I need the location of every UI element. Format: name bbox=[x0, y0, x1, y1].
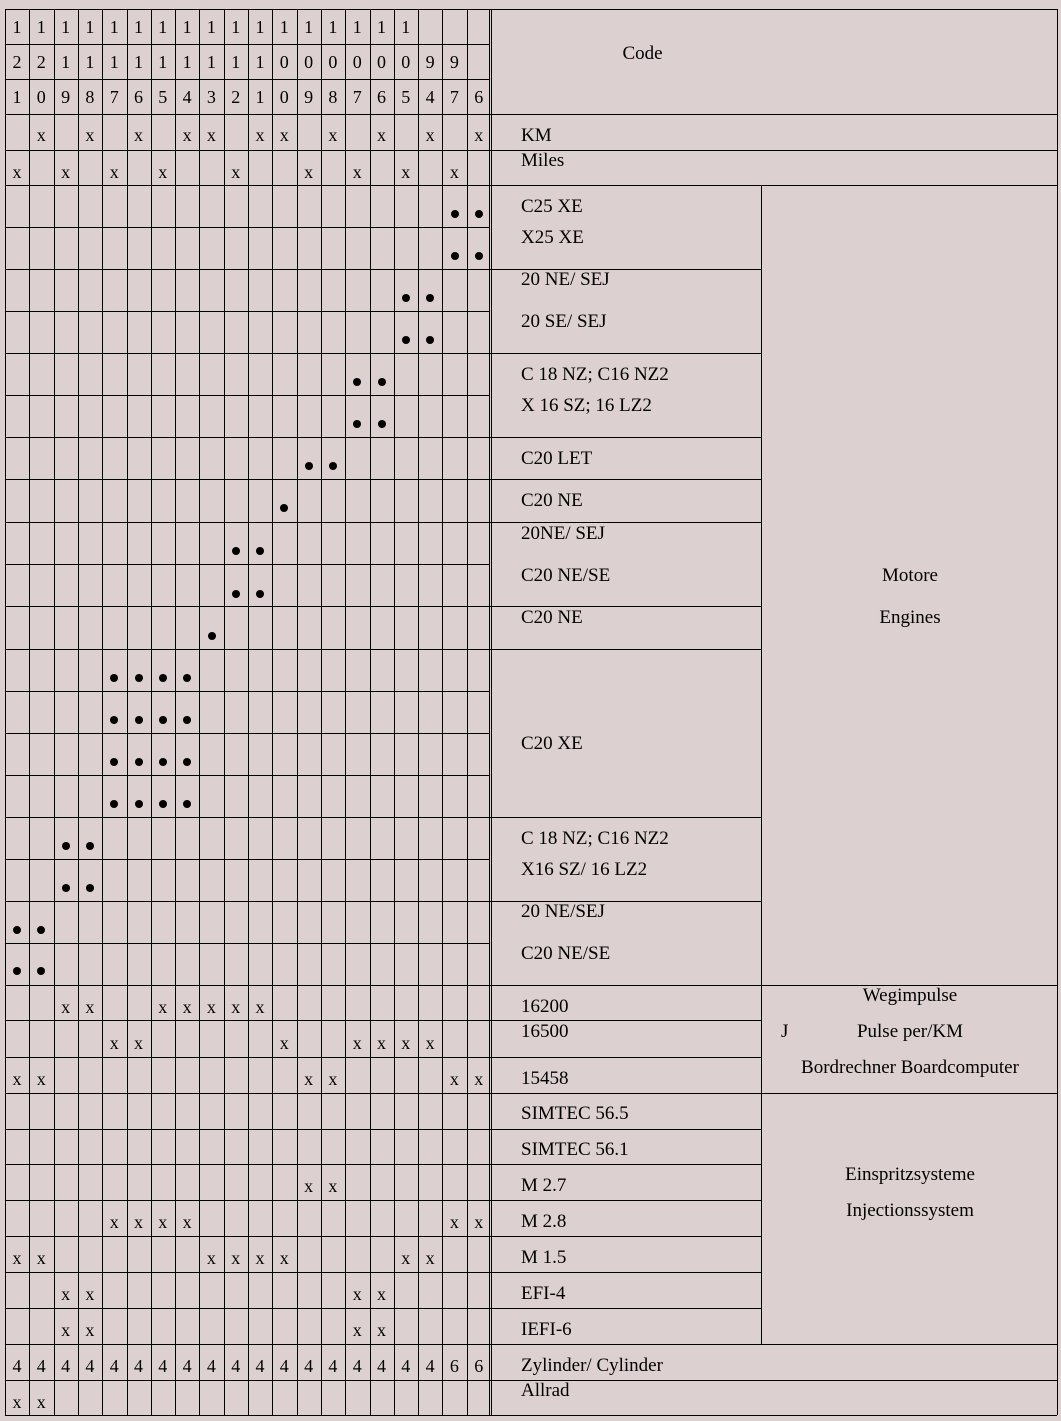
engine-dot bbox=[378, 378, 386, 386]
code-digit: 1 bbox=[328, 17, 338, 37]
row-divider bbox=[5, 1129, 761, 1130]
row-divider bbox=[5, 1308, 761, 1309]
row-label: C20 NE bbox=[521, 607, 583, 628]
x-mark: x bbox=[425, 125, 435, 145]
code-digit: 9 bbox=[449, 52, 459, 72]
cylinder-count: 4 bbox=[304, 1356, 314, 1376]
code-digit: 1 bbox=[158, 52, 168, 72]
x-mark: x bbox=[449, 1212, 459, 1232]
group-label-pulse-de: Wegimpulse bbox=[862, 985, 958, 1006]
row-label: SIMTEC 56.5 bbox=[521, 1103, 629, 1124]
code-digit: 4 bbox=[425, 87, 435, 107]
engine-dot bbox=[183, 758, 191, 766]
column-divider bbox=[199, 9, 200, 1415]
engine-dot bbox=[135, 674, 143, 682]
x-mark: x bbox=[231, 162, 241, 182]
x-mark: x bbox=[304, 1176, 314, 1196]
code-digit: 1 bbox=[85, 17, 95, 37]
row-divider bbox=[5, 437, 761, 438]
x-mark: x bbox=[401, 162, 411, 182]
column-divider bbox=[467, 9, 468, 1415]
cylinder-count: 4 bbox=[182, 1356, 192, 1376]
engine-dot bbox=[183, 716, 191, 724]
x-mark: x bbox=[328, 125, 338, 145]
engine-dot bbox=[110, 716, 118, 724]
engine-dot bbox=[329, 462, 337, 470]
code-digit: 1 bbox=[206, 52, 216, 72]
code-digit: 0 bbox=[279, 87, 289, 107]
code-digit: 7 bbox=[109, 87, 119, 107]
x-mark: x bbox=[206, 1248, 216, 1268]
code-digit: 1 bbox=[401, 17, 411, 37]
code-digit: 4 bbox=[182, 87, 192, 107]
row-divider bbox=[5, 1093, 1057, 1094]
code-digit: 0 bbox=[401, 52, 411, 72]
column-divider bbox=[78, 9, 79, 1415]
cylinder-count: 4 bbox=[401, 1356, 411, 1376]
row-label: 20 SE/ SEJ bbox=[521, 311, 607, 332]
x-mark: x bbox=[12, 1392, 22, 1412]
engine-dot bbox=[159, 716, 167, 724]
x-mark: x bbox=[12, 1069, 22, 1089]
column-divider bbox=[272, 9, 273, 1415]
engine-dot bbox=[159, 758, 167, 766]
row-label: M 2.8 bbox=[521, 1211, 567, 1232]
x-mark: x bbox=[255, 1248, 265, 1268]
engine-dot bbox=[232, 590, 240, 598]
x-mark: x bbox=[36, 1248, 46, 1268]
x-mark: x bbox=[158, 162, 168, 182]
row-label: Miles bbox=[521, 150, 565, 171]
column-divider bbox=[489, 9, 490, 1415]
code-digit: 1 bbox=[134, 17, 143, 37]
x-mark: x bbox=[231, 1248, 241, 1268]
x-mark: x bbox=[279, 1033, 289, 1053]
engine-dot bbox=[426, 336, 434, 344]
code-digit: 9 bbox=[425, 52, 435, 72]
cylinder-count: 4 bbox=[61, 1356, 71, 1376]
code-digit: 8 bbox=[85, 87, 95, 107]
code-digit: 9 bbox=[304, 87, 314, 107]
group-label-j: J bbox=[781, 1021, 789, 1042]
row-divider bbox=[5, 1415, 1057, 1416]
x-mark: x bbox=[206, 125, 216, 145]
row-divider bbox=[5, 817, 761, 818]
x-mark: x bbox=[85, 997, 95, 1017]
row-divider bbox=[5, 606, 761, 607]
cylinder-count: 4 bbox=[134, 1356, 143, 1376]
cylinder-count: 4 bbox=[206, 1356, 216, 1376]
x-mark: x bbox=[255, 125, 265, 145]
row-divider bbox=[5, 114, 1057, 115]
x-mark: x bbox=[206, 997, 216, 1017]
row-label: X25 XE bbox=[521, 227, 584, 248]
code-digit: 1 bbox=[279, 17, 289, 37]
code-digit: 1 bbox=[231, 17, 241, 37]
code-digit: 0 bbox=[352, 52, 362, 72]
code-digit: 7 bbox=[352, 87, 362, 107]
x-mark: x bbox=[474, 1069, 484, 1089]
code-title: Code bbox=[622, 43, 663, 64]
x-mark: x bbox=[474, 1212, 484, 1232]
x-mark: x bbox=[85, 1284, 95, 1304]
column-divider bbox=[442, 9, 443, 1415]
code-digit: 1 bbox=[182, 52, 192, 72]
column-divider bbox=[491, 9, 492, 1415]
engine-dot bbox=[135, 800, 143, 808]
row-divider bbox=[5, 269, 761, 270]
x-mark: x bbox=[401, 1248, 411, 1268]
code-digit: 0 bbox=[328, 52, 338, 72]
x-mark: x bbox=[134, 1212, 143, 1232]
x-mark: x bbox=[61, 997, 71, 1017]
code-digit: 0 bbox=[279, 52, 289, 72]
engine-dot bbox=[426, 294, 434, 302]
engine-dot bbox=[183, 800, 191, 808]
x-mark: x bbox=[109, 1033, 119, 1053]
code-digit: 0 bbox=[304, 52, 314, 72]
engine-dot bbox=[353, 420, 361, 428]
code-digit: 1 bbox=[255, 87, 265, 107]
row-label: 16500 bbox=[521, 1021, 569, 1042]
column-divider bbox=[248, 9, 249, 1415]
engine-dot bbox=[402, 294, 410, 302]
x-mark: x bbox=[109, 162, 119, 182]
x-mark: x bbox=[352, 1320, 362, 1340]
column-divider bbox=[297, 9, 298, 1415]
row-label: C20 NE bbox=[521, 490, 583, 511]
x-mark: x bbox=[231, 997, 241, 1017]
x-mark: x bbox=[12, 162, 22, 182]
x-mark: x bbox=[85, 125, 95, 145]
code-digit: 3 bbox=[206, 87, 216, 107]
x-mark: x bbox=[36, 125, 46, 145]
code-digit: 1 bbox=[231, 52, 241, 72]
column-divider bbox=[345, 9, 346, 1415]
row-divider bbox=[5, 9, 1057, 10]
code-digit: 0 bbox=[36, 87, 46, 107]
x-mark: x bbox=[449, 162, 459, 182]
x-mark: x bbox=[304, 1069, 314, 1089]
x-mark: x bbox=[474, 125, 484, 145]
engine-dot bbox=[256, 547, 264, 555]
x-mark: x bbox=[328, 1176, 338, 1196]
row-label: KM bbox=[521, 125, 552, 146]
cylinder-count: 4 bbox=[328, 1356, 338, 1376]
row-label: Zylinder/ Cylinder bbox=[521, 1355, 663, 1376]
row-divider bbox=[5, 185, 1057, 186]
cylinder-count: 4 bbox=[255, 1356, 265, 1376]
cylinder-count: 4 bbox=[109, 1356, 119, 1376]
engine-dot bbox=[110, 674, 118, 682]
row-label: X16 SZ/ 16 LZ2 bbox=[521, 859, 648, 880]
column-divider bbox=[370, 9, 371, 1415]
code-digit: 1 bbox=[12, 87, 22, 107]
cylinder-count: 4 bbox=[279, 1356, 289, 1376]
row-label: C 18 NZ; C16 NZ2 bbox=[521, 364, 669, 385]
x-mark: x bbox=[377, 125, 386, 145]
code-digit: 2 bbox=[12, 52, 22, 72]
column-divider bbox=[321, 9, 322, 1415]
code-digit: 1 bbox=[182, 17, 192, 37]
row-divider bbox=[5, 1236, 761, 1237]
engine-dot bbox=[475, 210, 483, 218]
row-label: C25 XE bbox=[521, 196, 583, 217]
engine-dot bbox=[86, 842, 94, 850]
cylinder-count: 4 bbox=[231, 1356, 241, 1376]
x-mark: x bbox=[328, 1069, 338, 1089]
cylinder-count: 4 bbox=[36, 1356, 46, 1376]
x-mark: x bbox=[255, 997, 265, 1017]
engine-dot bbox=[62, 884, 70, 892]
engine-dot bbox=[159, 800, 167, 808]
x-mark: x bbox=[158, 997, 168, 1017]
engine-dot bbox=[86, 884, 94, 892]
code-digit: 1 bbox=[377, 17, 386, 37]
x-mark: x bbox=[352, 162, 362, 182]
x-mark: x bbox=[134, 1033, 143, 1053]
x-mark: x bbox=[377, 1033, 386, 1053]
row-label: C20 NE/SE bbox=[521, 943, 611, 964]
code-digit: 5 bbox=[158, 87, 168, 107]
x-mark: x bbox=[182, 1212, 192, 1232]
column-divider bbox=[418, 9, 419, 1415]
x-mark: x bbox=[449, 1069, 459, 1089]
row-label: 20NE/ SEJ bbox=[521, 523, 605, 544]
row-label: EFI-4 bbox=[521, 1283, 566, 1304]
code-digit: 0 bbox=[377, 52, 386, 72]
group-label-pulse-en: Pulse per/KM bbox=[856, 1021, 964, 1042]
engine-dot bbox=[37, 967, 45, 975]
engine-dot bbox=[402, 336, 410, 344]
row-divider bbox=[5, 1272, 761, 1273]
row-divider bbox=[5, 1344, 1057, 1345]
group-label-boardcomputer: Bordrechner Boardcomputer bbox=[801, 1057, 1019, 1078]
cylinder-count: 4 bbox=[85, 1356, 95, 1376]
row-label: Allrad bbox=[521, 1380, 570, 1401]
row-label: M 1.5 bbox=[521, 1247, 567, 1268]
group-label-injection-en: Injectionssystem bbox=[846, 1200, 974, 1221]
x-mark: x bbox=[61, 1320, 71, 1340]
code-digit: 1 bbox=[85, 52, 95, 72]
row-label: X 16 SZ; 16 LZ2 bbox=[521, 395, 652, 416]
x-mark: x bbox=[279, 125, 289, 145]
code-digit: 1 bbox=[352, 17, 362, 37]
code-digit: 1 bbox=[304, 17, 314, 37]
row-divider bbox=[5, 1020, 761, 1021]
engine-dot bbox=[110, 800, 118, 808]
row-label: C20 XE bbox=[521, 733, 583, 754]
code-digit: 1 bbox=[255, 52, 265, 72]
engine-dot bbox=[183, 674, 191, 682]
column-divider bbox=[29, 9, 30, 1415]
group-label-injection-de: Einspritzsysteme bbox=[845, 1164, 975, 1185]
cylinder-count: 4 bbox=[425, 1356, 435, 1376]
column-divider bbox=[127, 9, 128, 1415]
x-mark: x bbox=[158, 1212, 168, 1232]
column-divider bbox=[175, 9, 176, 1415]
engine-dot bbox=[378, 420, 386, 428]
code-digit: 1 bbox=[206, 17, 216, 37]
row-label: C 18 NZ; C16 NZ2 bbox=[521, 828, 669, 849]
x-mark: x bbox=[12, 1248, 22, 1268]
code-digit: 8 bbox=[328, 87, 338, 107]
engine-dot bbox=[451, 210, 459, 218]
x-mark: x bbox=[182, 125, 192, 145]
engine-dot bbox=[13, 926, 21, 934]
code-digit: 5 bbox=[401, 87, 411, 107]
row-label: C20 LET bbox=[521, 448, 593, 469]
row-label: 16200 bbox=[521, 996, 569, 1017]
code-digit: 1 bbox=[61, 17, 71, 37]
column-divider bbox=[394, 9, 395, 1415]
code-digit: 7 bbox=[449, 87, 459, 107]
engine-dot bbox=[232, 547, 240, 555]
x-mark: x bbox=[352, 1033, 362, 1053]
cylinder-count: 4 bbox=[12, 1356, 22, 1376]
x-mark: x bbox=[279, 1248, 289, 1268]
code-digit: 1 bbox=[109, 17, 119, 37]
row-label: M 2.7 bbox=[521, 1175, 567, 1196]
row-label: 20 NE/SEJ bbox=[521, 901, 605, 922]
x-mark: x bbox=[425, 1248, 435, 1268]
row-divider bbox=[5, 522, 761, 523]
code-digit: 9 bbox=[61, 87, 71, 107]
row-label: 15458 bbox=[521, 1068, 569, 1089]
column-divider bbox=[151, 9, 152, 1415]
x-mark: x bbox=[377, 1320, 386, 1340]
row-divider bbox=[5, 1057, 761, 1058]
code-digit: 2 bbox=[231, 87, 241, 107]
row-divider bbox=[5, 1164, 761, 1165]
row-label: C20 NE/SE bbox=[521, 565, 611, 586]
code-digit: 2 bbox=[36, 52, 46, 72]
cylinder-count: 4 bbox=[158, 1356, 168, 1376]
row-divider bbox=[5, 901, 761, 902]
engine-dot bbox=[62, 842, 70, 850]
row-label: SIMTEC 56.1 bbox=[521, 1139, 629, 1160]
engine-dot bbox=[475, 252, 483, 260]
cylinder-count: 4 bbox=[377, 1356, 386, 1376]
row-divider bbox=[5, 479, 761, 480]
x-mark: x bbox=[401, 1033, 411, 1053]
engine-dot bbox=[37, 926, 45, 934]
row-divider bbox=[5, 649, 761, 650]
x-mark: x bbox=[134, 125, 143, 145]
engine-dot bbox=[208, 632, 216, 640]
group-label-engines-de: Motore bbox=[882, 565, 938, 586]
cylinder-count: 6 bbox=[474, 1356, 484, 1376]
code-digit: 1 bbox=[134, 52, 143, 72]
row-label: IEFI-6 bbox=[521, 1319, 572, 1340]
cylinder-count: 4 bbox=[352, 1356, 362, 1376]
code-digit: 6 bbox=[377, 87, 386, 107]
column-divider bbox=[54, 9, 55, 1415]
engine-dot bbox=[135, 758, 143, 766]
x-mark: x bbox=[36, 1069, 46, 1089]
engine-dot bbox=[353, 378, 361, 386]
engine-dot bbox=[305, 462, 313, 470]
x-mark: x bbox=[61, 1284, 71, 1304]
x-mark: x bbox=[425, 1033, 435, 1053]
code-digit: 1 bbox=[109, 52, 119, 72]
group-label-engines-en: Engines bbox=[879, 607, 941, 628]
column-divider bbox=[5, 9, 6, 1415]
engine-dot bbox=[110, 758, 118, 766]
column-divider bbox=[102, 9, 103, 1415]
engine-dot bbox=[159, 674, 167, 682]
x-mark: x bbox=[352, 1284, 362, 1304]
code-digit: 6 bbox=[474, 87, 484, 107]
code-table bbox=[5, 9, 1057, 1415]
x-mark: x bbox=[85, 1320, 95, 1340]
x-mark: x bbox=[109, 1212, 119, 1232]
code-digit: 1 bbox=[61, 52, 71, 72]
engine-dot bbox=[256, 590, 264, 598]
cylinder-count: 6 bbox=[449, 1356, 459, 1376]
engine-dot bbox=[13, 967, 21, 975]
code-digit: 1 bbox=[36, 17, 46, 37]
engine-dot bbox=[280, 504, 288, 512]
engine-dot bbox=[451, 252, 459, 260]
x-mark: x bbox=[377, 1284, 386, 1304]
code-digit: 1 bbox=[158, 17, 168, 37]
engine-dot bbox=[135, 716, 143, 724]
row-divider bbox=[5, 1200, 761, 1201]
x-mark: x bbox=[36, 1392, 46, 1412]
column-divider bbox=[224, 9, 225, 1415]
code-digit: 1 bbox=[12, 17, 22, 37]
x-mark: x bbox=[304, 162, 314, 182]
code-digit: 6 bbox=[134, 87, 143, 107]
row-divider bbox=[5, 353, 761, 354]
code-digit: 1 bbox=[255, 17, 265, 37]
x-mark: x bbox=[182, 997, 192, 1017]
x-mark: x bbox=[61, 162, 71, 182]
row-label: 20 NE/ SEJ bbox=[521, 269, 610, 290]
